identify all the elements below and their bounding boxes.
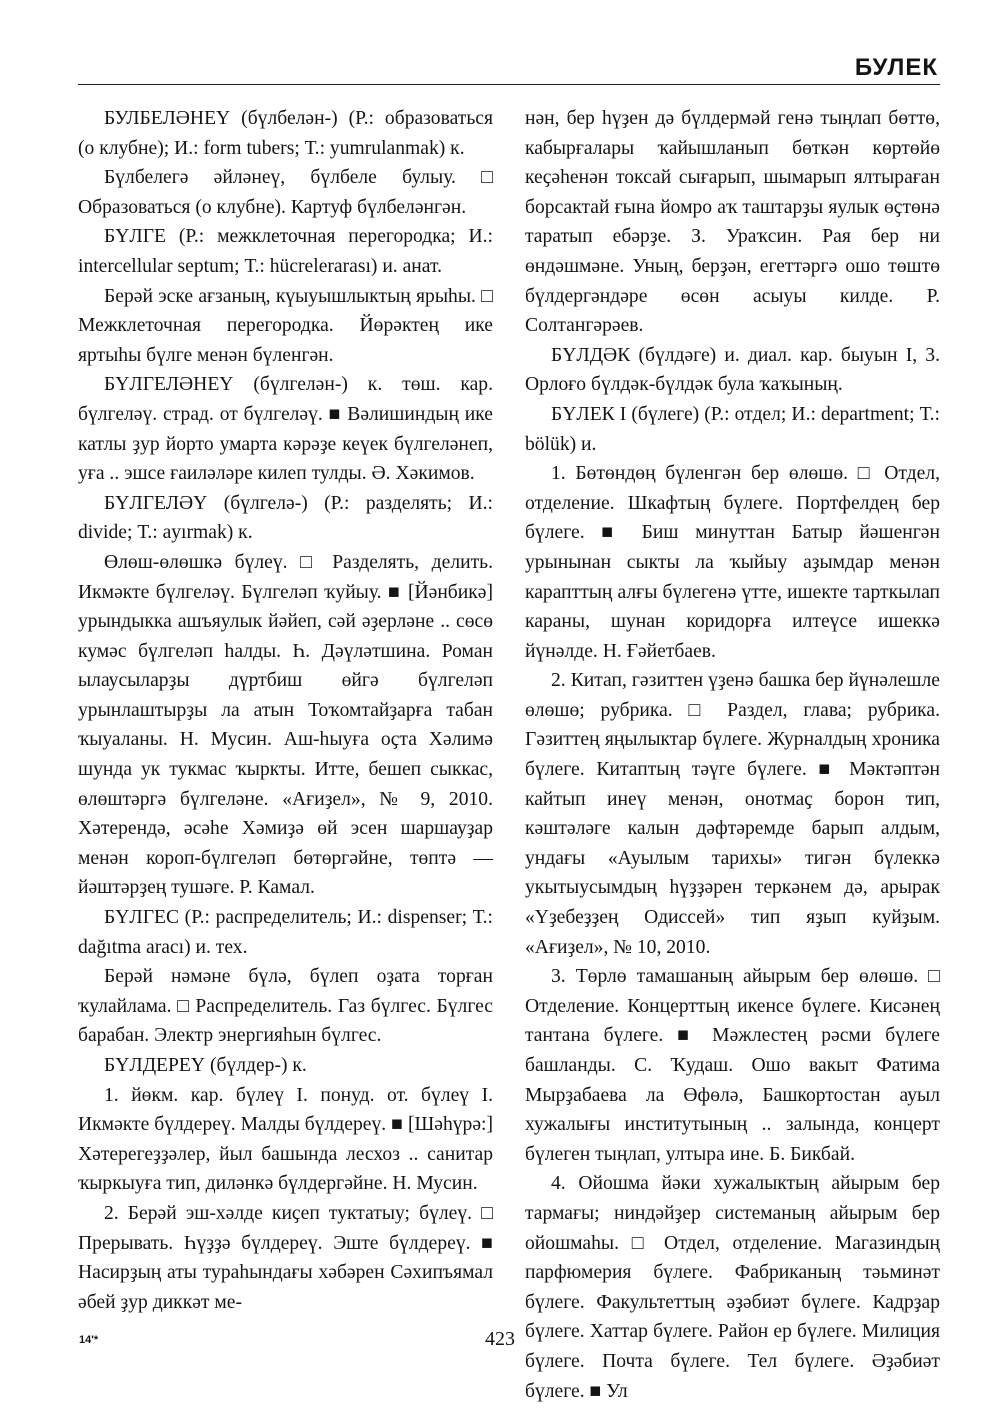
left-column (78, 104, 493, 1317)
entry-bulge-def: Берəй эске ағзаның, күыуышлыктың ярыһы. □ Межклеточная перегородка. Йөрəктең ике яртыһы бүлге менəн бүленгəн. (78, 285, 493, 366)
entry-bulbelaneu-head: БУЛБЕЛƏНЕҮ (бүлбелəн-) (Р.: образоваться (о клубне); И.: form tubers; Т.: yumrulanmak) к. (78, 108, 493, 159)
signature-mark: 14'* (79, 1334, 99, 1346)
entry-bulek-sense-4: 4. Ойошма йəки хужалыктың айырым бер тармағы; ниндəйҙер системаның айырым бер ойошмаһы. □ Отдел, отделение. Магазиндың парфюмерия бүлеге. Фабриканың тəьминəт бүлеге. Факультеттың əҙəбиəт бүлеге. Кадрҙар бүлеге. Хаттар бүлеге. Район ер бүлеге. Милиция бүлеге. Почта бүлеге. Тел бүлеге. Əҙəбиəт бүлеге. ■ Ул (525, 1173, 940, 1402)
running-head: БУЛЕК (854, 54, 938, 81)
entry-bulges-def: Берəй нəмəне бүлə, бүлеп оҙата торған ҡулайлама. □ Распределитель. Газ бүлгес. Бүлгес барабан. Электр энергияһын бүлгес. (78, 966, 493, 1047)
entry-bulder-head: БҮЛДЕРЕҮ (бүлдер-) к. (104, 1055, 307, 1076)
header-rule (78, 84, 940, 85)
entry-bulek-sense-2: 2. Китап, гəзиттен үҙенə башка бер йүнəлешле өлөшө; рубрика. □ Раздел, глава; рубрика. Гəзиттең яңылыктар бүлеге. Журналдың хроника бүлеге. Китаптың тəүге бүлеге. ■ Мəктəптəн кайтып инеү менəн, онотмаҫ борон тип, кəштəлəге калын дəфтəремде барып алдым, ундағы «Ауылым тарихы» тигəн бүлеккə укытыусымдың һүҙҙəрен теркəнем дə, арырак «Үҙебеҙҙең Одиссей» тип яҙып куйҙым. «Ағиҙел», № 10, 2010. (525, 670, 940, 958)
entry-bulder-continuation: нəн, бер һүҙен дə бүлдермəй генə тыңлап бөттө, кабырғалары ҡайышланып бөткəн көртөйө кеҫəһенəн токсай сығарып, шымарып ялтыраған борсактай ғына йомро аҡ таштарҙы яулык өҫтөнə таратып ебəрҙе. З. Ураҡсин. Рая бер ни өндəшмəне. Уның, берҙəн, егеттəргə ошо төштө бүлдергəндəре өсөн асыуы килде. Р. Солтангəрəев. (525, 108, 940, 337)
entry-bulgelau-def: Өлөш-өлөшкə бүлеү. □ Разделять, делить. Икмəкте бүлгелəү. Бүлгелəп ҡуйыу. ■ [Йəнбикə] урындыкка ашъяулык йəйеп, сəй əҙерлəне .. сөсө кумəс бүлгелəп һалды. Һ. Дəүлəтшина. Роман ылаусыларҙы дүртбиш өйгə бүлгелəп урынлаштырҙы ла атын Тоҡомтайҙарға табан ҡыуаланы. Н. Мусин. Аш-һыуға оҫта Хəлимə шунда ук тукмас ҡыркты. Итте, бешеп сыккас, өлөштəргə бүлгелəне. «Ағиҙел», № 9, 2010. Хəтерендə, əсəһе Хəмиҙə өй эсен шаршауҙар менəн короп-бүлгелəп бөтөргəйне, төптə — йəштəрҙең тушəге. Р. Камал. (78, 551, 493, 899)
entry-bulek-sense-1: 1. Бөтөндөң бүленгəн бер өлөшө. □ Отдел, отделение. Шкафтың бүлеге. Портфелдең бер бүлеге. ■ Биш минуттан Батыр йəшенгəн урынынан сыкты ла ҡыйыу аҙымдар менəн карапттың алғы бүлегенə үтте, ишекте тарткылап караны, шунан коридорға илтеүсе ишеккə йүнəлде. Н. Ғəйетбаев. (525, 463, 940, 662)
page-number: 423 (485, 1328, 515, 1350)
right-column (525, 104, 940, 1406)
entry-bulge-head: БҮЛГЕ (Р.: межклеточная перегородка; И.: intercellular septum; Т.: hücrelerarası) и. анат. (78, 226, 493, 277)
entry-bulbelaneu-def: Бүлбелегə əйлəнеү, бүлбеле булыу. □ Образоваться (о клубне). Картуф бүлбелəнгəн. (78, 167, 493, 218)
entry-bulder-sense-2: 2. Берəй эш-хəлде киҫеп туктатыу; бүлеү. □ Прерывать. Һүҙҙə бүлдереү. Эште бүлдереү. ■ Насирҙың аты тураһындағы хəбəрен Сəхипъямал əбей ҙур диккəт ме- (78, 1202, 493, 1313)
entry-bulek-head: БҮЛЕК I (бүлеге) (Р.: отдел; И.: department; Т.: bölük) и. (525, 403, 940, 455)
entry-bulges-head: БҮЛГЕС (Р.: распределитель; И.: dispenser; Т.: dağıtma aracı) и. тех. (78, 907, 493, 958)
entry-bulgelaneu: БҮЛГЕЛƏНЕҮ (бүлгелəн-) к. төш. кар. бүлгеләү. страд. от бүлгеләү. ■ Вəлишиндың ике катлы ҙур йорто умарта кəрəҙе кеүек бүлгелəнеп, уға .. эшсе ғаилəлəре килеп тулды. Ə. Хəкимов. (78, 374, 493, 485)
entry-bulgelau-head: БҮЛГЕЛƏҮ (бүлгелə-) (Р.: разделять; И.: divide; Т.: ayırmak) к. (78, 492, 493, 544)
entry-bulek-sense-3: 3. Төрлө тамашаның айырым бер өлөшө. □ Отделение. Концерттың икенсе бүлеге. Кисəнең тантана бүлеге. ■ Мəжлестең рəсми бүлеге башланды. С. Ҡудаш. Ошо вакыт Фатима Мырҙабаева ла Өфөлə, Башкортостан ауыл хужалығы институтының .. залында, концерт бүлеген тыңлап, ултыра ине. Б. Бикбай. (525, 966, 940, 1165)
entry-bulder-sense-1: 1. йөкм. кар. бүлеү I. понуд. от. бүлеү I. Икмəкте бүлдереү. Малды бүлдереү. ■ [Шəһүрə:] Хəтерегеҙҙəлер, йыл башында лесхоз .. санитар ҡыркыуға тип, дилəнкə бүлдергəйне. Н. Мусин. (78, 1084, 493, 1195)
entry-buldak: БҮЛДƏК (бүлдəге) и. диал. кар. быуын I, 3. Орлоғо бүлдəк-бүлдəк була ҡаҡының. (525, 344, 940, 396)
